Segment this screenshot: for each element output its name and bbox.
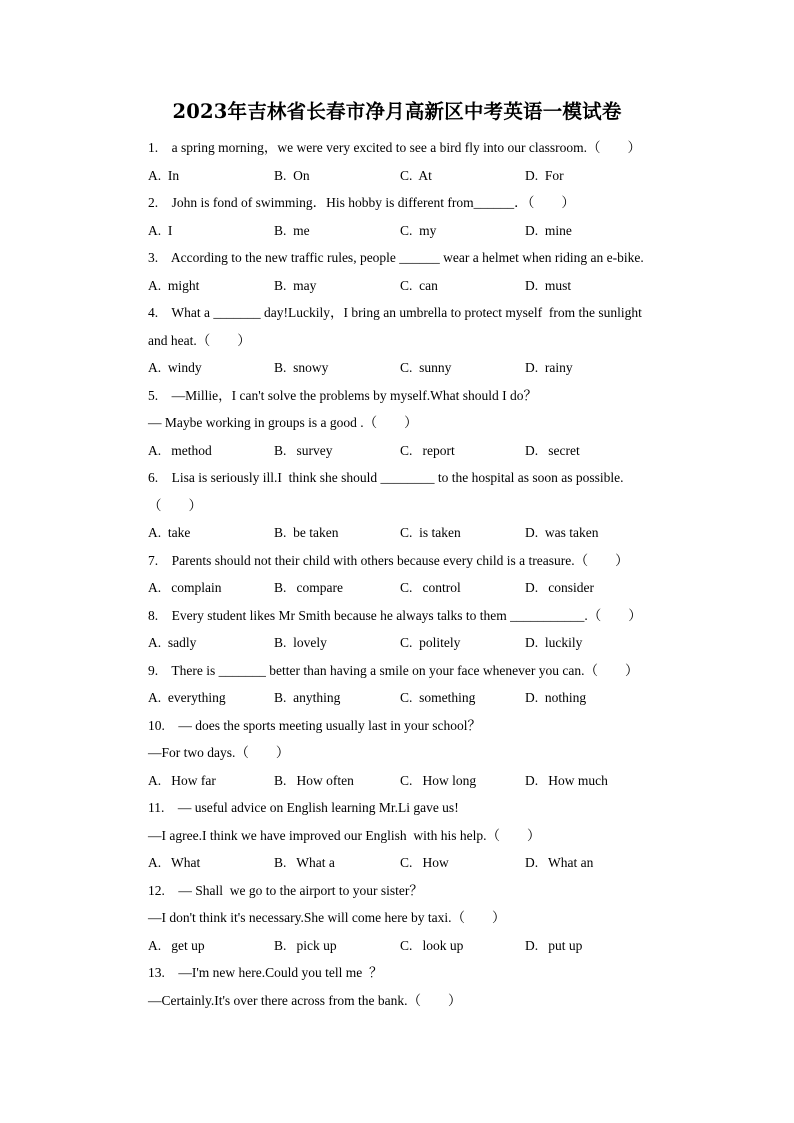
question-stem-continued: and heat.（ ） <box>148 332 251 348</box>
answer-option: A. What <box>148 855 201 870</box>
answer-options <box>148 167 668 185</box>
answer-option: D. put up <box>525 937 583 953</box>
answer-option: A. method <box>148 442 212 458</box>
answer-option: D. For <box>525 167 564 183</box>
answer-options <box>148 937 668 955</box>
answer-option: D. mine <box>525 222 572 238</box>
answer-option: C. something <box>400 690 476 705</box>
answer-option: A. I <box>148 222 173 238</box>
answer-option: D. How much <box>525 772 608 788</box>
question-stem-continued: —Certainly.It's over there across from the bank.（ ） <box>148 992 462 1008</box>
answer-option: D. rainy <box>525 360 573 375</box>
question-stem: 12. — Shall we go to the airport to your sister？ <box>148 882 423 898</box>
answer-option: B. pick up <box>274 937 337 953</box>
answer-option: D. must <box>525 277 572 293</box>
question-stem-continued: （ ） <box>148 497 202 513</box>
answer-option: B. What a <box>274 855 335 870</box>
answer-option: A. might <box>148 277 200 293</box>
question-stem: 8. Every student likes Mr Smith because he always talks to them ___________.（ ） <box>148 607 642 623</box>
answer-option: B. lovely <box>274 635 327 650</box>
answer-option: C. can <box>400 277 438 293</box>
answer-option: B. may <box>274 277 317 293</box>
answer-option: D. consider <box>525 580 594 595</box>
answer-option: A. everything <box>148 690 226 705</box>
answer-option: D. was taken <box>525 525 599 540</box>
answer-option: A. In <box>148 167 180 183</box>
answer-option: B. survey <box>274 442 333 458</box>
answer-option: B. snowy <box>274 360 329 375</box>
question-stem: 11. — useful advice on English learning Mr.Li gave us! <box>148 800 459 815</box>
answer-option: C. How long <box>400 772 477 788</box>
question-stem: 4. What a _______ day!Luckily，I bring an umbrella to protect myself from the sunlight <box>148 305 642 320</box>
answer-option: C. politely <box>400 635 461 650</box>
question-stem: 9. There is _______ better than having a smile on your face whenever you can.（ ） <box>148 662 639 678</box>
answer-option: A. windy <box>148 360 202 375</box>
question-stem: 5. —Millie，I can't solve the problems by myself.What should I do？ <box>148 387 537 403</box>
answer-options <box>148 689 668 707</box>
answer-options <box>148 524 668 542</box>
answer-option: B. compare <box>274 580 343 595</box>
answer-option: D. secret <box>525 442 580 458</box>
question-stem: 7. Parents should not their child with others because every child is a treasure.（ ） <box>148 552 629 568</box>
question-stem: 6. Lisa is seriously ill.I think she should ________ to the hospital as soon as possible. <box>148 470 624 485</box>
question-stem: 10. — does the sports meeting usually last in your school？ <box>148 717 481 733</box>
answer-options <box>148 854 668 872</box>
answer-option: B. How often <box>274 772 354 788</box>
answer-option: C. sunny <box>400 360 452 375</box>
answer-options <box>148 222 668 240</box>
answer-option: C. is taken <box>400 525 461 540</box>
answer-option: D. nothing <box>525 690 587 705</box>
question-stem: 1. a spring morning，we were very excited to see a bird fly into our classroom.（ ） <box>148 140 642 155</box>
question-stem: 3. According to the new traffic rules, people ______ wear a helmet when riding an e-bike. <box>148 250 644 265</box>
answer-option: C. my <box>400 222 437 238</box>
answer-option: A. get up <box>148 937 205 953</box>
answer-option: C. control <box>400 580 461 595</box>
answer-options <box>148 359 668 377</box>
answer-option: B. be taken <box>274 525 339 540</box>
answer-options <box>148 634 668 652</box>
exam-title: 2023年吉林省长春市净月高新区中考英语一模试卷 <box>172 100 622 123</box>
answer-option: C. look up <box>400 937 464 953</box>
answer-option: B. anything <box>274 690 341 705</box>
answer-option: D. luckily <box>525 635 583 650</box>
answer-option: A. sadly <box>148 635 197 650</box>
answer-option: A. take <box>148 525 191 540</box>
question-stem-continued: — Maybe working in groups is a good .（ ） <box>148 415 418 430</box>
question-stem: 13. —I'm new here.Could you tell me ？ <box>148 965 383 980</box>
answer-options <box>148 772 668 790</box>
answer-option: C. report <box>400 442 455 458</box>
answer-option: C. At <box>400 167 432 183</box>
answer-option: A. complain <box>148 580 222 595</box>
question-stem-continued: —I agree.I think we have improved our English with his help.（ ） <box>148 827 541 843</box>
question-stem-continued: —I don't think it's necessary.She will come here by taxi.（ ） <box>148 910 506 925</box>
answer-option: B. On <box>274 167 310 183</box>
answer-option: C. How <box>400 855 449 870</box>
answer-option: A. How far <box>148 772 216 788</box>
question-stem: 2. John is fond of swimming．His hobby is different from______．（ ） <box>148 195 575 210</box>
answer-options <box>148 579 668 597</box>
answer-options <box>148 277 668 295</box>
answer-options <box>148 442 668 460</box>
question-stem-continued: —For two days.（ ） <box>148 745 290 760</box>
answer-option: D. What an <box>525 855 594 870</box>
answer-option: B. me <box>274 222 310 238</box>
